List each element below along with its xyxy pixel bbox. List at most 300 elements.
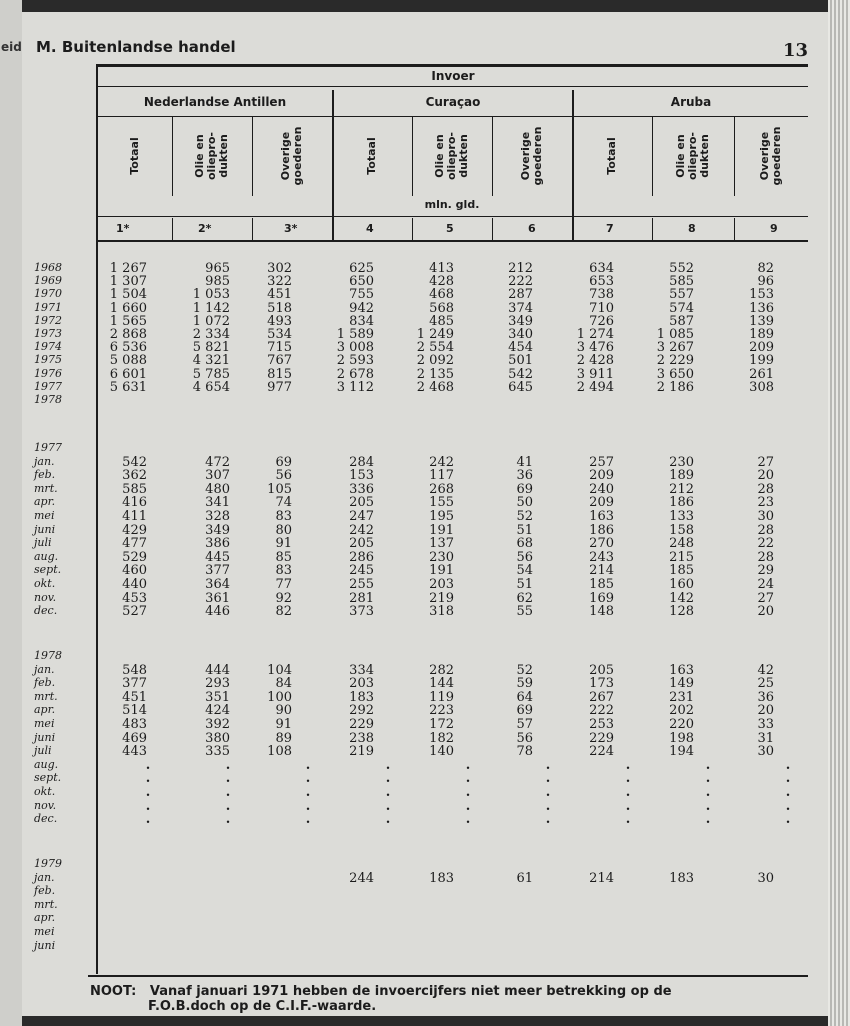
row-label: feb. — [34, 676, 56, 690]
table-cell: 2 092 — [416, 353, 454, 369]
table-cell: 153 — [349, 468, 374, 484]
table-cell: 212 — [669, 481, 694, 497]
table-cell: 92 — [275, 590, 292, 606]
num-divider — [252, 218, 253, 240]
table-cell: 52 — [516, 662, 533, 678]
table-cell: 91 — [275, 717, 292, 732]
table-cell: 340 — [508, 327, 533, 342]
table-cell: . — [305, 757, 311, 773]
table-cell: 341 — [205, 495, 230, 511]
table-cell: 1 589 — [336, 327, 374, 342]
row-label: 1979 — [34, 857, 62, 870]
row-label: 1978 — [34, 393, 62, 406]
table-cell: . — [225, 812, 231, 828]
table-cell: 469 — [122, 730, 147, 746]
table-cell: 650 — [349, 274, 374, 290]
group-header-aruba: Aruba — [670, 95, 712, 109]
row-label: nov. — [34, 590, 57, 604]
table-cell: 483 — [122, 717, 147, 732]
table-cell: 349 — [508, 313, 533, 329]
column-header: Olie en oliepro- dukten — [433, 132, 470, 180]
table-cell: 480 — [205, 481, 230, 497]
row-label: mei — [34, 925, 55, 938]
table-cell: 834 — [349, 313, 374, 329]
table-cell: 20 — [757, 468, 774, 484]
table-cell: 142 — [669, 590, 694, 606]
table-cell: . — [785, 757, 791, 773]
table-cell: 54 — [516, 563, 533, 579]
table-cell: . — [545, 771, 551, 787]
num-divider — [734, 218, 735, 240]
table-cell: 625 — [349, 261, 374, 276]
table-cell: . — [465, 757, 471, 773]
table-cell: 557 — [669, 287, 694, 303]
table-cell: . — [145, 757, 151, 773]
table-cell: 28 — [757, 549, 774, 565]
table-cell: 1 504 — [109, 287, 147, 303]
table-cell: 4 321 — [192, 353, 230, 369]
table-cell: . — [305, 785, 311, 800]
table-cell: . — [305, 812, 311, 828]
table-cell: . — [305, 798, 311, 814]
row-label: okt. — [34, 577, 56, 590]
row-label: 1977 — [34, 441, 62, 454]
table-cell: 68 — [516, 536, 533, 552]
top-rule — [96, 64, 808, 67]
table-cell: 62 — [516, 590, 533, 606]
table-cell: 84 — [275, 676, 292, 692]
row-label: sept. — [34, 771, 62, 785]
col-divider — [734, 116, 735, 196]
table-cell: . — [705, 812, 711, 828]
table-cell: 460 — [122, 563, 147, 579]
table-cell: 202 — [669, 703, 694, 719]
column-header: Totaal — [365, 137, 378, 175]
table-cell: 219 — [349, 744, 374, 760]
table-cell: 3 267 — [656, 340, 694, 356]
row-label: mrt. — [34, 897, 58, 911]
table-cell: . — [625, 771, 631, 787]
table-cell: 28 — [757, 481, 774, 497]
table-cell: 585 — [122, 481, 147, 497]
table-cell: 27 — [757, 454, 774, 470]
table-cell: 64 — [516, 689, 533, 705]
table-cell: 27 — [757, 590, 774, 606]
table-cell: 3 911 — [576, 366, 614, 382]
table-cell: 128 — [669, 604, 694, 620]
column-number: 8 — [688, 222, 696, 235]
invoer-rule — [98, 86, 808, 87]
table-cell: 2 135 — [416, 366, 454, 382]
table-cell: . — [385, 798, 391, 814]
table-cell: 985 — [205, 274, 230, 290]
table-cell: 183 — [669, 870, 694, 886]
table-cell: 69 — [516, 703, 533, 719]
table-cell: 222 — [508, 274, 533, 290]
table-cell: 209 — [749, 340, 774, 356]
table-cell: . — [625, 785, 631, 800]
table-cell: 242 — [429, 454, 454, 470]
group-header-curacao: Curaçao — [425, 95, 481, 109]
table-cell: 965 — [205, 261, 230, 276]
table-cell: 413 — [429, 261, 454, 276]
table-cell: 270 — [589, 536, 614, 552]
table-cell: 3 112 — [336, 379, 374, 395]
table-cell: 501 — [508, 353, 533, 369]
table-cell: 158 — [669, 522, 694, 538]
table-cell: 362 — [122, 468, 147, 484]
table-cell: 186 — [589, 522, 614, 538]
table-cell: 28 — [757, 522, 774, 538]
row-label: jan. — [34, 870, 55, 884]
table-cell: 2 468 — [416, 379, 454, 395]
table-cell: 186 — [669, 495, 694, 511]
table-cell: . — [305, 771, 311, 787]
table-cell: 82 — [757, 261, 774, 276]
footnote-line-2: F.O.B.doch op de C.I.F.-waarde. — [148, 999, 377, 1014]
table-cell: 155 — [429, 495, 454, 511]
table-cell: 307 — [205, 468, 230, 484]
table-cell: 31 — [757, 730, 774, 746]
table-cell: 767 — [267, 353, 292, 369]
column-number: 9 — [770, 222, 778, 235]
row-label: juli — [34, 536, 52, 550]
table-cell: . — [545, 798, 551, 814]
table-cell: 77 — [275, 577, 292, 592]
table-cell: 185 — [669, 563, 694, 579]
table-cell: 191 — [429, 522, 454, 538]
table-cell: . — [145, 798, 151, 814]
table-cell: 242 — [349, 522, 374, 538]
table-cell: . — [705, 757, 711, 773]
footnote-line-1: Vanaf januari 1971 hebben de invoercijfers niet meer betrekking op de — [149, 984, 672, 999]
table-cell: . — [465, 812, 471, 828]
table-cell: . — [705, 798, 711, 814]
row-label: nov. — [34, 798, 57, 812]
column-header: Overige goederen — [758, 126, 783, 186]
table-cell: . — [225, 771, 231, 787]
table-cell: 148 — [589, 604, 614, 620]
table-cell: 328 — [205, 509, 230, 524]
table-cell: 454 — [508, 340, 533, 356]
row-label: juni — [34, 730, 56, 744]
table-cell: 738 — [589, 287, 614, 303]
table-cell: 205 — [589, 662, 614, 678]
table-cell: 57 — [516, 717, 533, 732]
table-cell: 477 — [122, 536, 147, 552]
row-label: 1969 — [34, 274, 62, 288]
table-cell: 139 — [749, 313, 774, 329]
table-cell: 33 — [757, 717, 774, 732]
table-cell: 585 — [669, 274, 694, 290]
table-cell: 25 — [757, 676, 774, 692]
table-cell: 215 — [669, 549, 694, 565]
table-cell: 377 — [122, 676, 147, 692]
table-cell: 212 — [508, 261, 533, 276]
table-cell: 424 — [205, 703, 230, 719]
table-cell: . — [785, 771, 791, 787]
table-cell: 392 — [205, 717, 230, 732]
table-cell: 6 536 — [109, 340, 147, 356]
column-header: Olie en oliepro- dukten — [193, 132, 230, 180]
row-label: 1970 — [34, 287, 62, 301]
row-label: mei — [34, 717, 55, 730]
num-divider — [652, 218, 653, 240]
table-cell: . — [145, 812, 151, 828]
table-cell: 30 — [757, 509, 774, 524]
table-cell: 1 249 — [416, 327, 454, 342]
table-cell: 140 — [429, 744, 454, 760]
table-cell: . — [225, 785, 231, 800]
table-cell: 89 — [275, 730, 292, 746]
table-cell: 429 — [122, 522, 147, 538]
document-page — [22, 12, 828, 1016]
table-cell: 173 — [589, 676, 614, 692]
table-cell: 574 — [669, 300, 694, 316]
table-cell: 198 — [669, 730, 694, 746]
table-cell: 428 — [429, 274, 454, 290]
table-cell: 261 — [749, 366, 774, 382]
unit-rule — [98, 216, 808, 217]
row-label: apr. — [34, 703, 56, 717]
table-cell: 308 — [749, 379, 774, 395]
table-cell: 542 — [508, 366, 533, 382]
table-cell: . — [385, 771, 391, 787]
table-cell: 42 — [757, 662, 774, 678]
table-cell: 1 053 — [192, 287, 230, 303]
table-cell: 286 — [349, 549, 374, 565]
table-cell: 453 — [122, 590, 147, 606]
table-cell: 119 — [429, 689, 454, 705]
table-cell: 2 554 — [416, 340, 454, 356]
column-number: 2* — [198, 222, 212, 235]
table-cell: 4 654 — [192, 379, 230, 395]
table-cell: 229 — [589, 730, 614, 746]
table-cell: . — [705, 785, 711, 800]
table-cell: 2 186 — [656, 379, 694, 395]
table-cell: 2 428 — [576, 353, 614, 369]
row-label: mei — [34, 509, 55, 522]
table-cell: 80 — [275, 522, 292, 538]
table-cell: 52 — [516, 509, 533, 524]
num-divider — [172, 218, 173, 240]
table-cell: 1 072 — [192, 313, 230, 329]
row-label: jan. — [34, 662, 55, 676]
table-cell: . — [465, 785, 471, 800]
table-cell: 443 — [122, 744, 147, 760]
row-label: juni — [34, 522, 56, 536]
table-cell: . — [385, 812, 391, 828]
table-cell: 3 476 — [576, 340, 614, 356]
table-cell: 189 — [669, 468, 694, 484]
table-cell: 41 — [516, 454, 533, 470]
table-cell: . — [545, 785, 551, 800]
table-cell: . — [625, 798, 631, 814]
row-label: 1968 — [34, 261, 62, 274]
table-cell: 30 — [757, 870, 774, 886]
column-number: 4 — [366, 222, 374, 235]
table-cell: 416 — [122, 495, 147, 511]
table-cell: 209 — [589, 495, 614, 511]
table-cell: 144 — [429, 676, 454, 692]
table-cell: 373 — [349, 604, 374, 620]
table-cell: 169 — [589, 590, 614, 606]
table-cell: 451 — [267, 287, 292, 303]
column-header: Totaal — [605, 137, 618, 175]
table-cell: 83 — [275, 509, 292, 524]
table-cell: 220 — [669, 717, 694, 732]
table-cell: 552 — [669, 261, 694, 276]
table-cell: 55 — [516, 604, 533, 620]
table-cell: 104 — [267, 662, 292, 678]
table-cell: 199 — [749, 353, 774, 369]
table-cell: 5 821 — [192, 340, 230, 356]
table-cell: 335 — [205, 744, 230, 760]
table-cell: 69 — [275, 454, 292, 470]
table-cell: 634 — [589, 261, 614, 276]
column-number: 7 — [606, 222, 614, 235]
table-cell: 214 — [589, 563, 614, 579]
table-cell: 56 — [275, 468, 292, 484]
table-cell: 302 — [267, 261, 292, 276]
footnote-label: NOOT: — [90, 984, 137, 999]
table-cell: 2 868 — [109, 327, 147, 342]
table-cell: . — [785, 798, 791, 814]
table-cell: 153 — [749, 287, 774, 303]
col-divider — [412, 116, 413, 196]
col-divider — [252, 116, 253, 196]
table-cell: 160 — [669, 577, 694, 592]
table-cell: 205 — [349, 536, 374, 552]
table-cell: 527 — [122, 604, 147, 620]
table-cell: 726 — [589, 313, 614, 329]
table-cell: 23 — [757, 495, 774, 511]
row-label: 1974 — [34, 340, 62, 354]
table-cell: 24 — [757, 577, 774, 592]
table-cell: 230 — [429, 549, 454, 565]
table-cell: 2 334 — [192, 327, 230, 342]
table-cell: 268 — [429, 481, 454, 497]
table-cell: 755 — [349, 287, 374, 303]
table-cell: . — [465, 771, 471, 787]
row-label: mrt. — [34, 689, 58, 703]
table-cell: 230 — [669, 454, 694, 470]
row-label: dec. — [34, 812, 58, 826]
table-cell: 542 — [122, 454, 147, 470]
table-cell: 645 — [508, 379, 533, 395]
table-cell: 245 — [349, 563, 374, 579]
table-cell: 219 — [429, 590, 454, 606]
table-cell: 224 — [589, 744, 614, 760]
table-cell: 209 — [589, 468, 614, 484]
table-cell: 29 — [757, 563, 774, 579]
table-cell: 1 307 — [109, 274, 147, 290]
table-cell: 1 085 — [656, 327, 694, 342]
table-cell: 20 — [757, 703, 774, 719]
table-cell: 163 — [669, 662, 694, 678]
table-cell: . — [785, 785, 791, 800]
row-label: juli — [34, 744, 52, 758]
table-cell: 74 — [275, 495, 292, 511]
page-number: 13 — [782, 40, 808, 61]
table-cell: 942 — [349, 300, 374, 316]
table-cell: . — [705, 771, 711, 787]
table-cell: 334 — [349, 662, 374, 678]
unit-label: mln. gld. — [424, 198, 480, 211]
table-cell: 364 — [205, 577, 230, 592]
table-cell: 493 — [267, 313, 292, 329]
table-cell: 56 — [516, 549, 533, 565]
left-edge-text: eid — [1, 40, 22, 54]
column-header: Overige goederen — [519, 126, 544, 186]
table-cell: 100 — [267, 689, 292, 705]
table-cell: 468 — [429, 287, 454, 303]
table-cell: 253 — [589, 717, 614, 732]
table-cell: 182 — [429, 730, 454, 746]
table-cell: 361 — [205, 590, 230, 606]
table-cell: 61 — [516, 870, 533, 886]
table-cell: 194 — [669, 744, 694, 760]
table-cell: 440 — [122, 577, 147, 592]
footnote — [90, 984, 672, 1014]
table-cell: 284 — [349, 454, 374, 470]
left-page-edge — [0, 0, 22, 1026]
row-label: dec. — [34, 604, 58, 618]
row-label: apr. — [34, 495, 56, 509]
table-cell: 293 — [205, 676, 230, 692]
table-cell: 195 — [429, 509, 454, 524]
table-cell: 51 — [516, 577, 533, 592]
table-cell: 133 — [669, 509, 694, 524]
table-cell: 257 — [589, 454, 614, 470]
num-divider — [412, 218, 413, 240]
table-cell: 231 — [669, 689, 694, 705]
row-label: 1972 — [34, 313, 62, 327]
table-cell: 255 — [349, 577, 374, 592]
table-cell: 50 — [516, 495, 533, 511]
table-cell: 2 678 — [336, 366, 374, 382]
table-cell: 243 — [589, 549, 614, 565]
table-cell: 82 — [275, 604, 292, 620]
column-number: 6 — [528, 222, 536, 235]
table-cell: 22 — [757, 536, 774, 552]
num-divider — [492, 218, 493, 240]
table-cell: 1 660 — [109, 300, 147, 316]
table-cell: 548 — [122, 662, 147, 678]
bottom-rule — [88, 975, 808, 977]
table-cell: . — [545, 757, 551, 773]
table-cell: 336 — [349, 481, 374, 497]
table-cell: 85 — [275, 549, 292, 565]
table-cell: 5 631 — [109, 379, 147, 395]
table-cell: 587 — [669, 313, 694, 329]
col-divider — [492, 116, 493, 196]
num-divider — [332, 218, 334, 240]
table-cell: . — [385, 785, 391, 800]
table-cell: 380 — [205, 730, 230, 746]
column-header: Olie en oliepro- dukten — [674, 132, 711, 180]
table-cell: 5 088 — [109, 353, 147, 369]
column-number: 3* — [284, 222, 298, 235]
table-cell: 6 601 — [109, 366, 147, 382]
row-label: okt. — [34, 785, 56, 798]
table-cell: 137 — [429, 536, 454, 552]
table-cell: 91 — [275, 536, 292, 552]
table-cell: 56 — [516, 730, 533, 746]
group-rule — [98, 116, 808, 117]
table-cell: . — [545, 812, 551, 828]
row-label: 1971 — [34, 300, 62, 314]
